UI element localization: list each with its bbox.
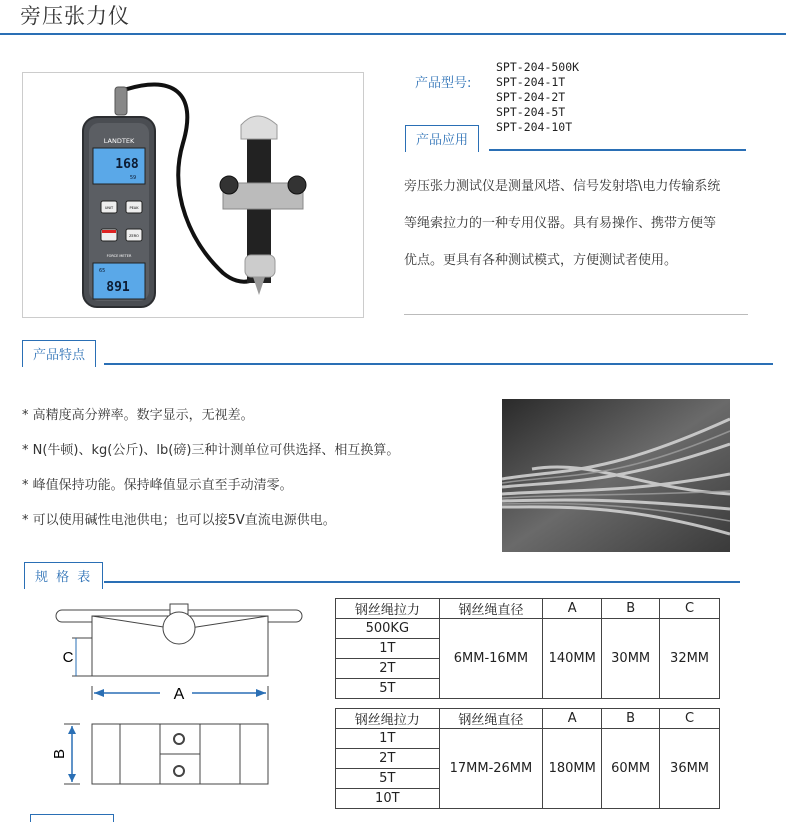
top-lcd-reading: 168	[115, 157, 139, 172]
wire-rope-photo	[502, 399, 730, 552]
force-cell: 500KG	[336, 619, 440, 639]
force-cell: 5T	[336, 679, 440, 699]
header-cell: C	[660, 599, 720, 619]
force-cell: 1T	[336, 729, 440, 749]
tension-meter-illustration	[23, 73, 363, 317]
specs-tab: 规 格 表	[24, 562, 103, 589]
header-cell: B	[602, 709, 660, 729]
application-text	[404, 168, 774, 279]
peak-button-label: PEAK	[129, 206, 139, 210]
features-list	[22, 398, 399, 538]
model-item: SPT-204-5T	[496, 105, 566, 119]
spec-table-1	[335, 598, 720, 699]
a-cell: 180MM	[543, 729, 602, 809]
force-cell: 5T	[336, 769, 440, 789]
header-cell: A	[543, 709, 602, 729]
feature-item: * N(牛顿)、kg(公斤)、lb(磅)三种计测单位可供选择、相互换算。	[22, 443, 400, 458]
dim-c-label: C	[62, 649, 74, 666]
c-cell: 32MM	[660, 619, 720, 699]
diameter-cell: 17MM-26MM	[439, 729, 543, 809]
dimension-drawing	[20, 596, 320, 796]
brand-logo: LANDTEK	[103, 137, 135, 145]
header-cell: 钢丝绳拉力	[336, 709, 440, 729]
header-cell: B	[602, 599, 660, 619]
feature-item: * 峰值保持功能。保持峰值显示直至手动清零。	[22, 478, 293, 493]
bottom-lcd-small: 65	[99, 268, 106, 274]
specs-divider	[104, 581, 740, 583]
application-divider	[489, 149, 746, 151]
model-label: 产品型号:	[415, 76, 472, 91]
title-divider	[0, 33, 786, 35]
page-title: 旁压张力仪	[20, 4, 130, 28]
table-header-row	[336, 709, 720, 729]
table-header-row	[336, 599, 720, 619]
feature-item: * 高精度高分辨率。数字显示，无视差。	[22, 408, 254, 423]
model-item: SPT-204-2T	[496, 90, 566, 104]
a-cell: 140MM	[543, 619, 602, 699]
application-line: 优点。更具有各种测试模式，方便测试者使用。	[404, 253, 678, 268]
model-list	[496, 60, 579, 135]
header-cell: 钢丝绳直径	[439, 599, 543, 619]
diameter-cell: 6MM-16MM	[439, 619, 543, 699]
application-tab: 产品应用	[405, 125, 479, 152]
features-tab: 产品特点	[22, 340, 96, 367]
zero-button-label: ZERO	[129, 234, 139, 238]
features-divider	[104, 363, 773, 365]
model-item: SPT-204-500K	[496, 60, 580, 74]
application-line: 旁压张力测试仪是测量风塔、信号发射塔\电力传输系统	[404, 179, 721, 194]
dim-a-label: A	[173, 686, 185, 703]
c-cell: 36MM	[660, 729, 720, 809]
force-cell: 2T	[336, 659, 440, 679]
application-line: 等绳索拉力的一种专用仪器。具有易操作、携带方便等	[404, 216, 717, 231]
b-cell: 60MM	[602, 729, 660, 809]
spec-table-2	[335, 708, 720, 809]
model-item: SPT-204-10T	[496, 120, 573, 134]
header-cell: 钢丝绳拉力	[336, 599, 440, 619]
force-cell: 10T	[336, 789, 440, 809]
b-cell: 30MM	[602, 619, 660, 699]
header-cell: 钢丝绳直径	[439, 709, 543, 729]
bottom-lcd-reading: 891	[106, 280, 130, 295]
force-meter-label: FORCE METER	[106, 254, 132, 258]
product-image	[22, 72, 364, 318]
dim-b-label: B	[51, 748, 68, 760]
application-bottom-rule	[404, 314, 748, 315]
header-cell: C	[660, 709, 720, 729]
top-lcd-small: 59	[129, 175, 137, 181]
header-cell: A	[543, 599, 602, 619]
table-row	[336, 729, 720, 749]
model-item: SPT-204-1T	[496, 75, 566, 89]
table-row	[336, 619, 720, 639]
unit-button-label: UNIT	[104, 206, 114, 210]
feature-item: * 可以使用碱性电池供电；也可以接5V直流电源供电。	[22, 513, 336, 528]
force-cell: 1T	[336, 639, 440, 659]
force-cell: 2T	[336, 749, 440, 769]
